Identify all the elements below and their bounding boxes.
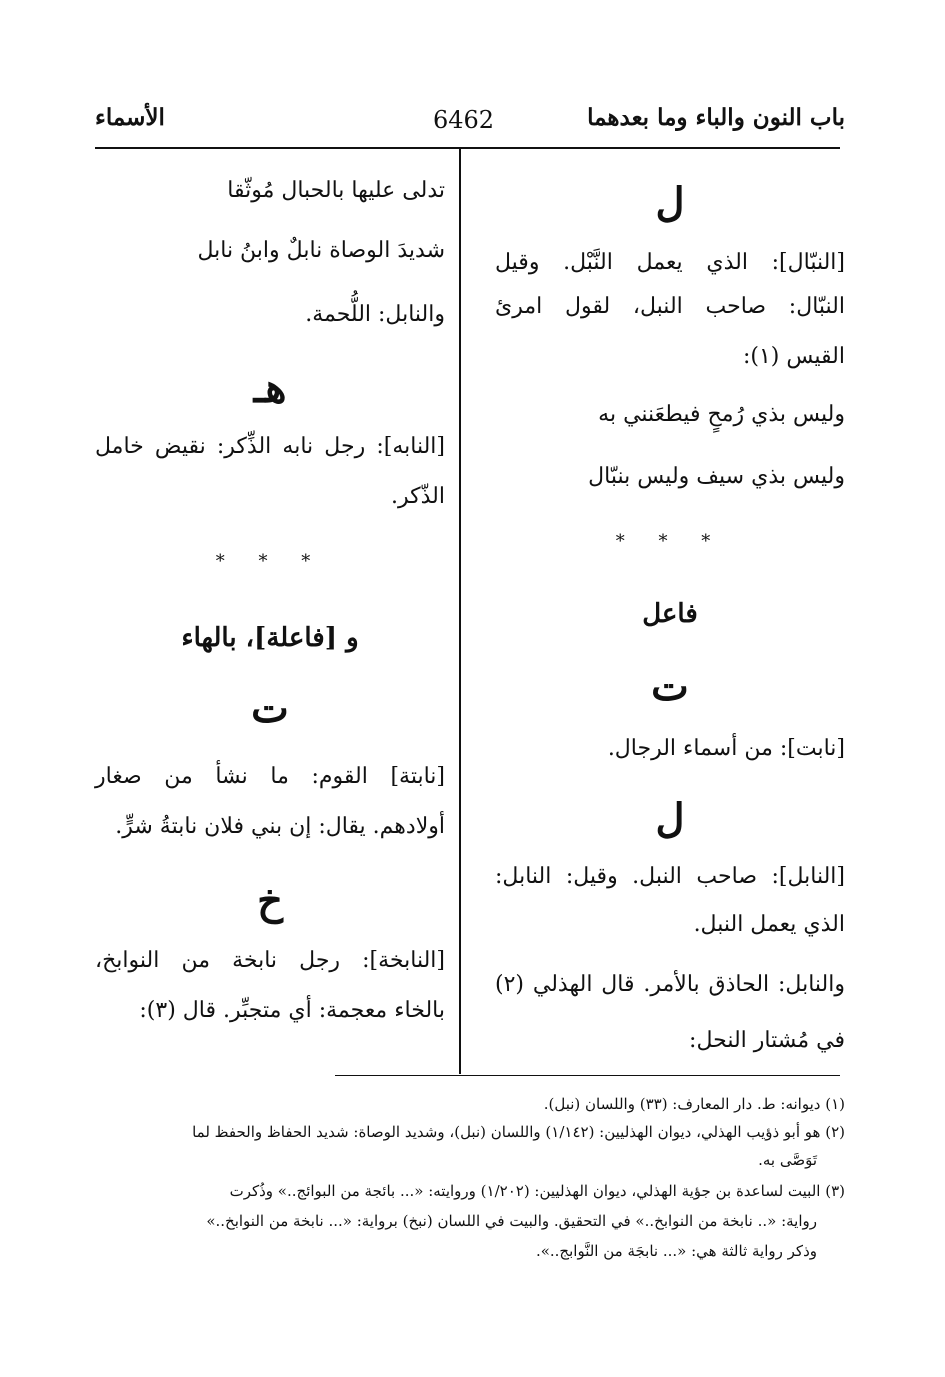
entry-line: بالخاء معجمة: أي متجبِّر. قال (٣): <box>139 998 445 1023</box>
header-rule <box>95 147 840 149</box>
entry-line: في مُشتار النحل: <box>689 1028 845 1053</box>
entry-line: [نابت]: من أسماء الرجال. <box>607 736 845 761</box>
footnote-continuation: رواية: «.. نابخة من النوابخ..» في التحقيق. والبيت في اللسان (نبخ) برواية: «... نابخة من النوابخ..» <box>206 1212 817 1230</box>
letter-heading: ت <box>651 663 689 710</box>
form-heading: فاعل <box>642 599 698 629</box>
section-title: الأسماء <box>95 104 165 131</box>
entry-line: [نابتة] القوم: ما نشأ من صغار <box>95 764 445 789</box>
entry-line: [النبّال]: الذي يعمل النَّبْل. وقيل <box>495 250 845 275</box>
footnote-continuation: تَوَصَّى به. <box>758 1151 817 1169</box>
verse-line: وليس بذي سيف وليس بنبّال <box>588 464 845 489</box>
letter-heading: خ <box>257 877 283 924</box>
chapter-title: باب النون والباء وما بعدهما <box>587 104 845 131</box>
column-divider <box>459 149 461 1074</box>
letter-heading: هـ <box>253 365 287 412</box>
footnote-continuation: وذكر رواية ثالثة هي: «... نابجَة من النَّوابج..». <box>535 1242 817 1260</box>
entry-line: الذي يعمل النبل. <box>693 912 845 937</box>
verse-line: تدلى عليها بالحبال مُوثّقا <box>227 178 445 203</box>
entry-line: الذّكر. <box>391 484 445 509</box>
entry-line: [النابه]: رجل نابه الذِّكر: نقيض خامل <box>95 434 445 459</box>
footnote: (٣) البيت لساعدة بن جؤية الهذلي، ديوان الهذليين: (١/٢٠٢) وروايته: «... بائجة من البوائج..» وذُكرت <box>229 1182 845 1200</box>
running-header <box>95 98 845 140</box>
letter-heading: ت <box>251 685 289 732</box>
letter-heading: ل <box>655 795 685 842</box>
footnote: (١) ديوانه: ط. دار المعارف: (٣٣) واللسان (نبل). <box>543 1095 845 1113</box>
verse-line: وليس بذي رُمحٍ فيطعَنني به <box>598 402 845 427</box>
footnote: (٢) هو أبو ذؤيب الهذلي، ديوان الهذليين: (١/١٤٢) واللسان (نبل)، وشديد الوصاة: شديد الحفاظ والحفظ لما <box>192 1123 845 1141</box>
page-number: 6462 <box>433 106 495 134</box>
entry-line: [النابخة]: رجل نابخة من النوابخ، <box>95 948 445 973</box>
form-heading: و [فاعلة]، بالهاء <box>181 623 359 653</box>
footnote-rule <box>335 1075 840 1076</box>
entry-line: النبّال: صاحب النبل، لقول امرئ <box>495 294 845 319</box>
entry-line: والنابل: اللُّحمة. <box>305 302 445 327</box>
entry-line: القيس (١): <box>742 344 845 369</box>
letter-heading: ل <box>655 179 685 226</box>
section-separator: * * * <box>615 531 725 552</box>
entry-line: [النابل]: صاحب النبل. وقيل: النابل: <box>495 864 845 889</box>
entry-line: والنابل: الحاذق بالأمر. قال الهذلي (٢) <box>495 972 845 997</box>
entry-line: أولادهم. يقال: إن بني فلان نابتةُ شرٍّ. <box>115 814 445 839</box>
section-separator: * * * <box>215 551 325 572</box>
verse-line: شديدَ الوصاة نابلٌ وابنُ نابل <box>197 238 445 263</box>
